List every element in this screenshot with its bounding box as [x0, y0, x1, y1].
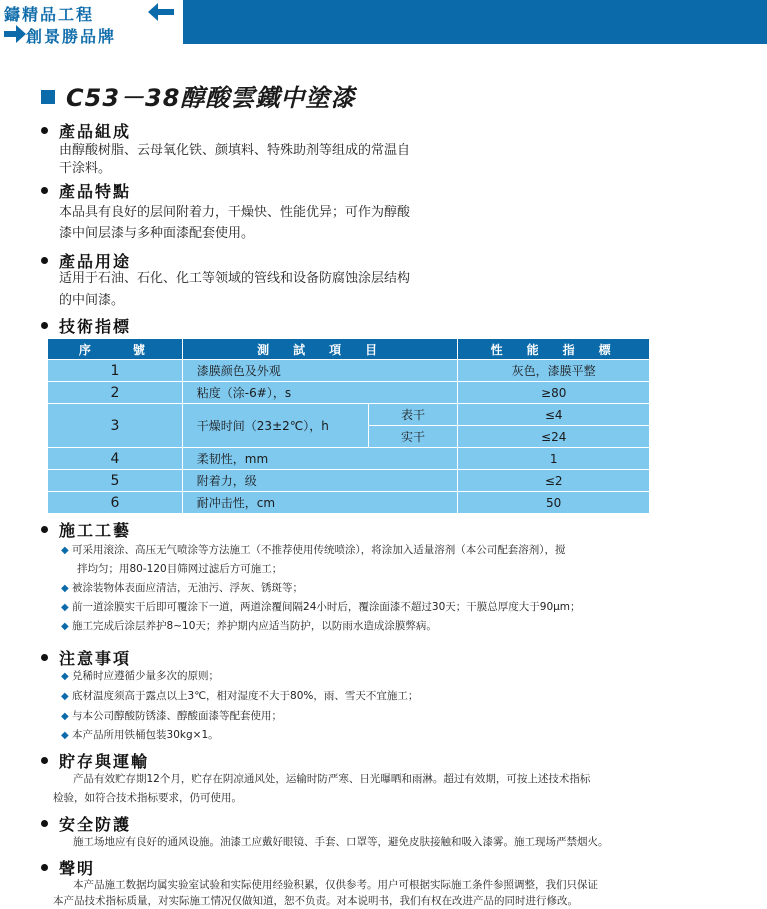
construction-item-text: 可采用滚涂、高压无气喷涂等方法施工（不推荐使用传统喷涂），将涂加入适量溶剂（本公司配套溶剂），搅 [72, 544, 566, 556]
diamond-bullet-icon: ◆ [61, 602, 69, 613]
table-row [48, 492, 650, 514]
table-row [48, 448, 650, 470]
slogan-line-2: 創景勝品牌 [26, 27, 117, 46]
notes-item-text: 与本公司醇酸防锈漆、醇酸面漆等配套使用； [72, 710, 283, 722]
construction-item-text: 施工完成后涂层养护8~10天；养护期内应适当防护，以防雨水造成涂膜弊病。 [72, 620, 437, 632]
section-heading-composition: 產品組成 [59, 122, 132, 141]
diamond-bullet-icon: ◆ [61, 691, 69, 702]
table-header-row [48, 339, 650, 360]
notes-item-1 [61, 669, 219, 684]
table-cell-value: ≤24 [458, 426, 650, 448]
composition-line-2: 干涂料。 [59, 161, 112, 176]
construction-item-4 [61, 619, 437, 634]
composition-line-1: 由醇酸树脂、云母氧化铁、颜填料、特殊助剂等组成的常温自 [59, 143, 411, 158]
table-row [48, 382, 650, 404]
table-cell-no: 5 [48, 470, 183, 492]
notes-item-2 [61, 689, 418, 704]
statement-line-2: 本产品技术指标质量，对实际施工情况仅做知道，恕不负责。对本说明书，我们有权在改进产品的同时进行修改。 [53, 895, 578, 907]
diamond-bullet-icon: ◆ [61, 545, 69, 556]
slogan-line-1: 鑄精品工程 [4, 5, 95, 24]
section-heading-usage: 產品用途 [59, 252, 132, 271]
diamond-bullet-icon: ◆ [61, 711, 69, 722]
features-line-2: 漆中间层漆与多种面漆配套使用。 [59, 226, 255, 241]
statement-line-1: 本产品施工数据均属实验室试验和实际使用经验积累，仅供参考。用户可根据实际施工条件参照调整，我们只保证 [73, 879, 598, 891]
notes-item-4 [61, 728, 219, 743]
usage-line-2: 的中间漆。 [59, 293, 125, 308]
table-cell-value: 1 [458, 448, 650, 470]
table-cell-item: 附着力，级 [182, 470, 458, 492]
construction-item-2 [61, 581, 303, 596]
section-heading-statement: 聲明 [59, 859, 96, 878]
diamond-bullet-icon: ◆ [61, 621, 69, 632]
diamond-bullet-icon: ◆ [61, 583, 69, 594]
bullet-dot-icon [41, 820, 48, 827]
table-cell-item: 漆膜颜色及外观 [182, 360, 458, 382]
construction-item-3 [61, 600, 581, 615]
table-cell-subitem: 实干 [368, 426, 458, 448]
bullet-dot-icon [41, 127, 48, 134]
notes-item-text: 兑稀时应遵循少量多次的原则； [72, 670, 220, 682]
construction-item-1 [61, 543, 566, 558]
section-heading-specs: 技術指標 [59, 317, 132, 336]
table-row [48, 470, 650, 492]
table-cell-value: ≥80 [458, 382, 650, 404]
table-header-value: 性 能 指 標 [458, 339, 650, 360]
construction-item-text: 被涂装物体表面应清洁，无油污、浮灰、锈斑等； [72, 582, 304, 594]
table-cell-item: 粘度（涂-6#），s [182, 382, 458, 404]
section-heading-storage: 貯存與運輸 [59, 752, 150, 771]
bullet-dot-icon [41, 322, 48, 329]
arrow-left-icon [148, 3, 176, 21]
spec-table [47, 338, 650, 514]
section-heading-safety: 安全防護 [59, 815, 132, 834]
table-cell-value: 50 [458, 492, 650, 514]
table-cell-no: 6 [48, 492, 183, 514]
bullet-dot-icon [41, 526, 48, 533]
notes-item-text: 本产品所用铁桶包装30kg×1。 [72, 729, 219, 741]
table-row [48, 360, 650, 382]
section-heading-construction: 施工工藝 [59, 521, 132, 540]
arrow-right-icon [4, 25, 26, 43]
table-cell-no: 1 [48, 360, 183, 382]
usage-line-1: 适用于石油、石化、化工等领域的管线和设备防腐蚀涂层结构 [59, 271, 411, 286]
header-band [183, 0, 767, 44]
page-title: C53－38醇酸雲鐵中塗漆 [66, 84, 356, 112]
features-line-1: 本品具有良好的层间附着力，干燥快、性能优异；可作为醇酸 [59, 205, 411, 220]
safety-line-1: 施工场地应有良好的通风设施。油漆工应戴好眼镜、手套、口罩等，避免皮肤接触和吸入漆雾。施工现场严禁烟火。 [73, 836, 609, 848]
bullet-dot-icon [41, 757, 48, 764]
table-row [48, 404, 650, 426]
table-cell-item: 柔韧性，mm [182, 448, 458, 470]
table-cell-value: ≤4 [458, 404, 650, 426]
table-cell-no: 4 [48, 448, 183, 470]
table-cell-value: 灰色，漆膜平整 [458, 360, 650, 382]
table-cell-value: ≤2 [458, 470, 650, 492]
bullet-dot-icon [41, 654, 48, 661]
table-cell-no: 3 [48, 404, 183, 448]
bullet-dot-icon [41, 864, 48, 871]
diamond-bullet-icon: ◆ [61, 671, 69, 682]
table-cell-subitem: 表干 [368, 404, 458, 426]
construction-item-text: 前一道涂膜实干后即可覆涂下一道，两道涂覆间隔24小时后，覆涂面漆不超过30天；干膜总厚度大于90μm； [72, 601, 581, 613]
table-header-item: 測 試 項 目 [182, 339, 458, 360]
table-cell-no: 2 [48, 382, 183, 404]
table-cell-item: 干燥时间（23±2℃），h [182, 404, 368, 448]
section-heading-notes: 注意事項 [59, 649, 132, 668]
storage-line-2: 检验，如符合技术指标要求，仍可使用。 [53, 792, 242, 804]
section-heading-features: 產品特點 [59, 182, 132, 201]
diamond-bullet-icon: ◆ [61, 730, 69, 741]
notes-item-text: 底材温度须高于露点以上3℃，相对湿度不大于80%，雨、雪天不宜施工； [72, 690, 419, 702]
storage-line-1: 产品有效贮存期12个月，贮存在阴凉通风处，运输时防严寒、日光曝晒和雨淋。超过有效期，可按上述技术指标 [73, 773, 591, 785]
bullet-dot-icon [41, 187, 48, 194]
bullet-dot-icon [41, 257, 48, 264]
table-cell-item: 耐冲击性，cm [182, 492, 458, 514]
title-square-icon [41, 90, 55, 104]
table-header-no: 序 號 [48, 339, 183, 360]
construction-item-1-cont: 拌均匀；用80-120目筛网过滤后方可施工； [77, 563, 283, 575]
notes-item-3 [61, 709, 282, 724]
